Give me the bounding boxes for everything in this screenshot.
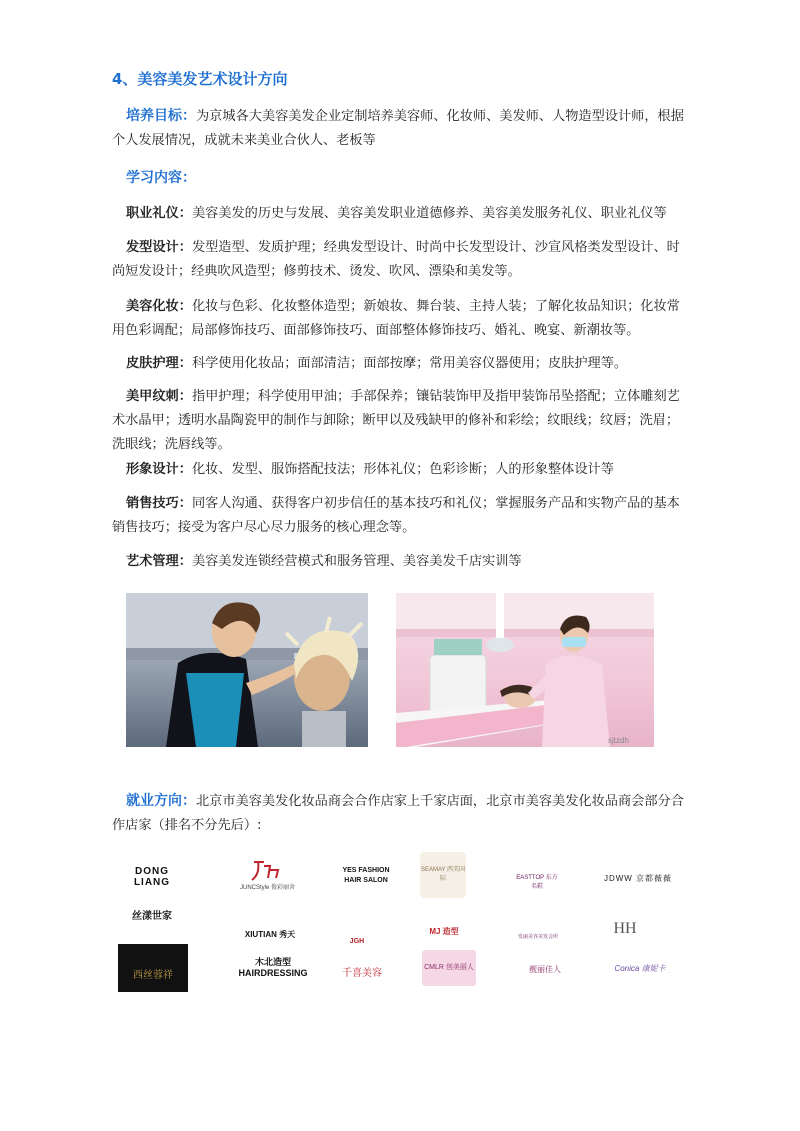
svg-text:JUNCStyle 俊彩丽舍: JUNCStyle 俊彩丽舍 (240, 885, 296, 891)
logo-dong-liang: DONG LIANG (133, 866, 171, 888)
training-goal-label: 培养目标： (126, 108, 196, 124)
facial-treatment-photo (396, 593, 654, 747)
logo-si-yang: 丝漾世家 (132, 910, 172, 922)
item-etiquette (112, 202, 692, 226)
item-label: 职业礼仪： (126, 206, 192, 221)
item-label: 形象设计： (126, 462, 192, 477)
item-text: 指甲护理；科学使用甲油；手部保养；镶钻装饰甲及指甲装饰吊坠搭配；立体雕刻艺术水晶甲；透明水晶陶瓷甲的制作与卸除；断甲以及残缺甲的修补和彩绘；纹眼线；纹唇；洗眉；洗眼线；洗唇线等。 (112, 389, 680, 452)
hairdressing-illustration (126, 593, 368, 747)
training-goal-text: 为京城各大美容美发企业定制培养美容师、化妆师、美发师、人物造型设计师，根据个人发展情况，成就未来美业合伙人、老板等 (112, 109, 684, 148)
logo-liang-li: 靓丽佳人 (529, 964, 561, 974)
item-sales (112, 492, 692, 540)
logo-conica: Conica 康妮卡 (614, 963, 666, 973)
item-text: 化妆与色彩、化妆整体造型；新娘妆、舞台装、主持人装；了解化妆品知识；化妆常用色彩调配；局部修饰技巧、面部修饰技巧、面部整体修饰技巧、婚礼、晚宴、新潮妆等。 (112, 299, 680, 338)
item-hair-design (112, 236, 692, 284)
item-makeup (112, 295, 692, 343)
logo-hh: HH (613, 920, 637, 937)
item-label: 艺术管理： (126, 554, 192, 569)
learning-content-title: 学习内容： (126, 170, 196, 186)
photo-watermark: sjtzdh (608, 736, 629, 745)
employment-label: 就业方向： (126, 793, 196, 809)
item-text: 发型造型、发质护理；经典发型设计、时尚中长发型设计、沙宣风格类发型设计、时尚短发设计；经典吹风造型；修剪技术、烫发、吹风、漂染和美发等。 (112, 240, 680, 279)
item-text: 化妆、发型、服饰搭配技法；形体礼仪；色彩诊断；人的形象整体设计等 (191, 462, 614, 477)
hairdressing-photo (126, 593, 368, 747)
logo-mu-bei: 木北造型 HAIRDRESSING (238, 957, 308, 978)
facial-treatment-illustration (396, 593, 654, 747)
item-skin-care (112, 352, 692, 376)
item-label: 销售技巧： (126, 496, 192, 511)
logo-fa-li: 发丽美容美发会所 (517, 933, 558, 940)
item-label: 美容化妆： (126, 299, 192, 314)
logo-yes-fashion: YES FASHION HAIR SALON (342, 867, 390, 884)
logo-easttop: EASTTOP 东方名鞋 (516, 875, 558, 890)
item-text: 美容美发连锁经营模式和服务管理、美容美发千店实训等 (191, 554, 522, 569)
item-nail (112, 385, 692, 457)
logo-mj: MJ 造型 (429, 926, 459, 936)
item-text: 同客人沟通、获得客户初步信任的基本技巧和礼仪；掌握服务产品和实物产品的基本销售技巧；接受为客户尽心尽力服务的核心理念等。 (112, 496, 680, 535)
logo-qian-xi: 千喜美容 (342, 967, 382, 979)
logo-jgh: JGH (349, 937, 365, 945)
item-text: 美容美发的历史与发展、美容美发职业道德修养、美容美发服务礼仪、职业礼仪等 (191, 206, 667, 221)
training-goal (112, 104, 692, 153)
item-management (112, 550, 692, 574)
logo-cmlr: CMLR 创美丽人 (422, 950, 476, 986)
logo-jdww: JDWW 京都薇薇 (603, 873, 673, 883)
logo-xiutian: XIUTIAN 秀天 (244, 929, 296, 939)
item-label: 皮肤护理： (126, 356, 192, 371)
logo-seamay: SEAMAY 西美国际 (420, 852, 466, 898)
logo-junc-style (240, 858, 300, 892)
section-title: 4、美容美发艺术设计方向 (112, 70, 288, 88)
employment-direction (112, 789, 692, 838)
item-label: 美甲纹刺： (126, 389, 192, 404)
logo-xi-si-rong-xiang: 西丝蓉祥 (118, 944, 188, 992)
item-text: 科学使用化妆品；面部清洁；面部按摩；常用美容仪器使用；皮肤护理等。 (191, 356, 628, 371)
item-image-design (112, 458, 692, 482)
item-label: 发型设计： (126, 240, 192, 255)
employment-text: 北京市美容美发化妆品商会合作店家上千家店面，北京市美容美发化妆品商会部分合作店家（排名不分先后）: (112, 794, 684, 833)
